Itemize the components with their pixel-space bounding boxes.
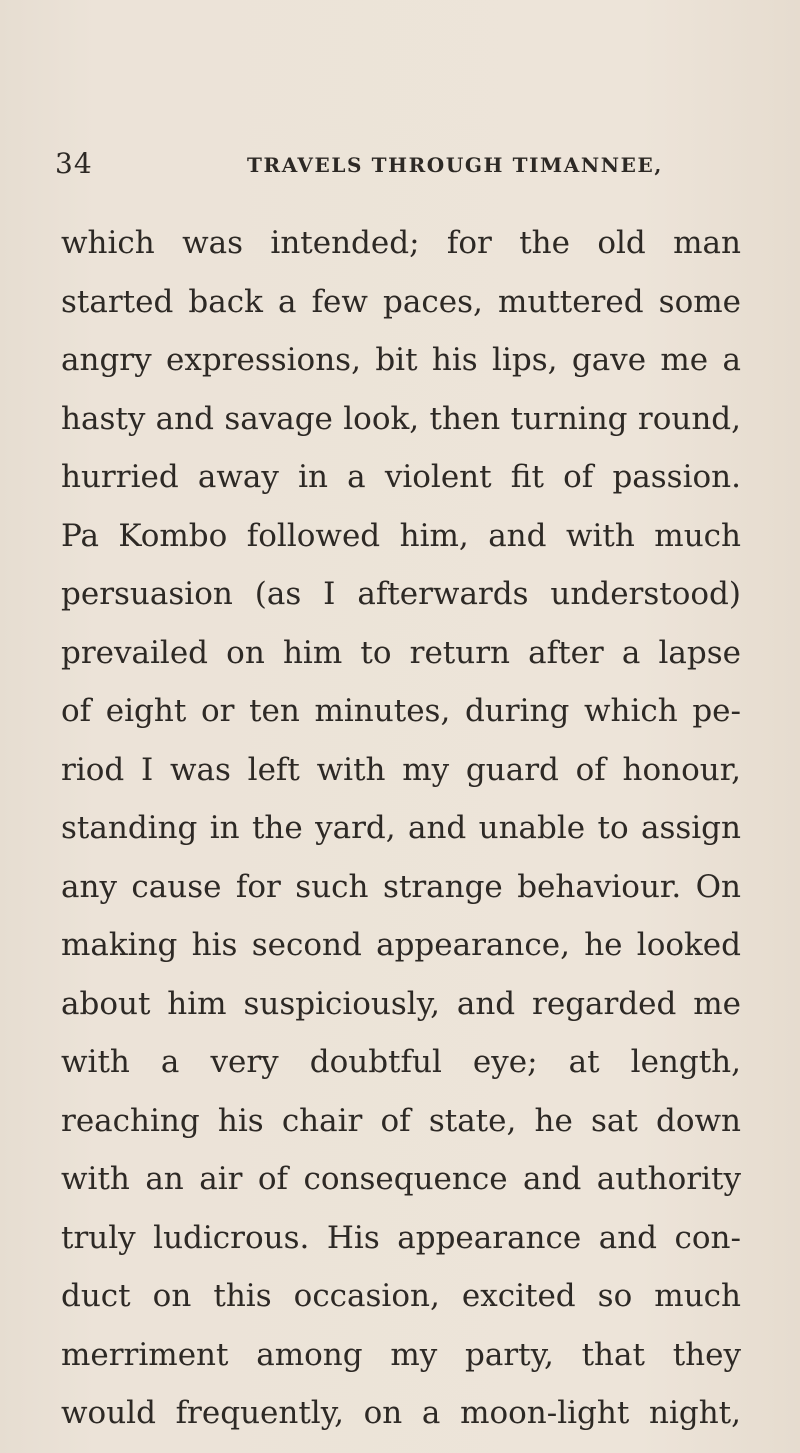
text-line: angry expressions, bit his lips, gave me a [61, 342, 741, 378]
body-text [61, 218, 741, 1447]
text-line: standing in the yard, and unable to assign [61, 810, 741, 846]
text-line: with a very doubtful eye; at length, [61, 1044, 741, 1080]
running-head: TRAVELS THROUGH TIMANNEE, [247, 153, 663, 177]
text-line: making his second appearance, he looked [61, 927, 741, 963]
text-line: any cause for such strange behaviour. On [61, 868, 741, 905]
text-line: persuasion (as I afterwards understood) [61, 576, 741, 612]
text-line: riod I was left with my guard of honour, [61, 751, 741, 788]
text-line: reaching his chair of state, he sat down [61, 1102, 741, 1139]
text-line: of eight or ten minutes, during which pe- [61, 693, 741, 729]
text-line: hasty and savage look, then turning round, [61, 400, 741, 437]
text-line: Pa Kombo followed him, and with much [61, 517, 741, 554]
text-line: with an air of consequence and authority [61, 1161, 741, 1197]
text-line: would frequently, on a moon-light night, [61, 1395, 741, 1431]
text-line: prevailed on him to return after a lapse [61, 634, 741, 671]
page-number: 34 [55, 147, 93, 180]
text-line: duct on this occasion, excited so much [61, 1278, 741, 1314]
page-header [0, 146, 800, 182]
text-line: which was intended; for the old man [61, 225, 741, 261]
text-line: merriment among my party, that they [61, 1336, 741, 1373]
text-line: truly ludicrous. His appearance and con- [61, 1219, 741, 1256]
text-line: hurried away in a violent fit of passion. [61, 459, 741, 495]
text-line: started back a few paces, muttered some [61, 283, 741, 320]
text-line: about him suspiciously, and regarded me [61, 985, 741, 1022]
